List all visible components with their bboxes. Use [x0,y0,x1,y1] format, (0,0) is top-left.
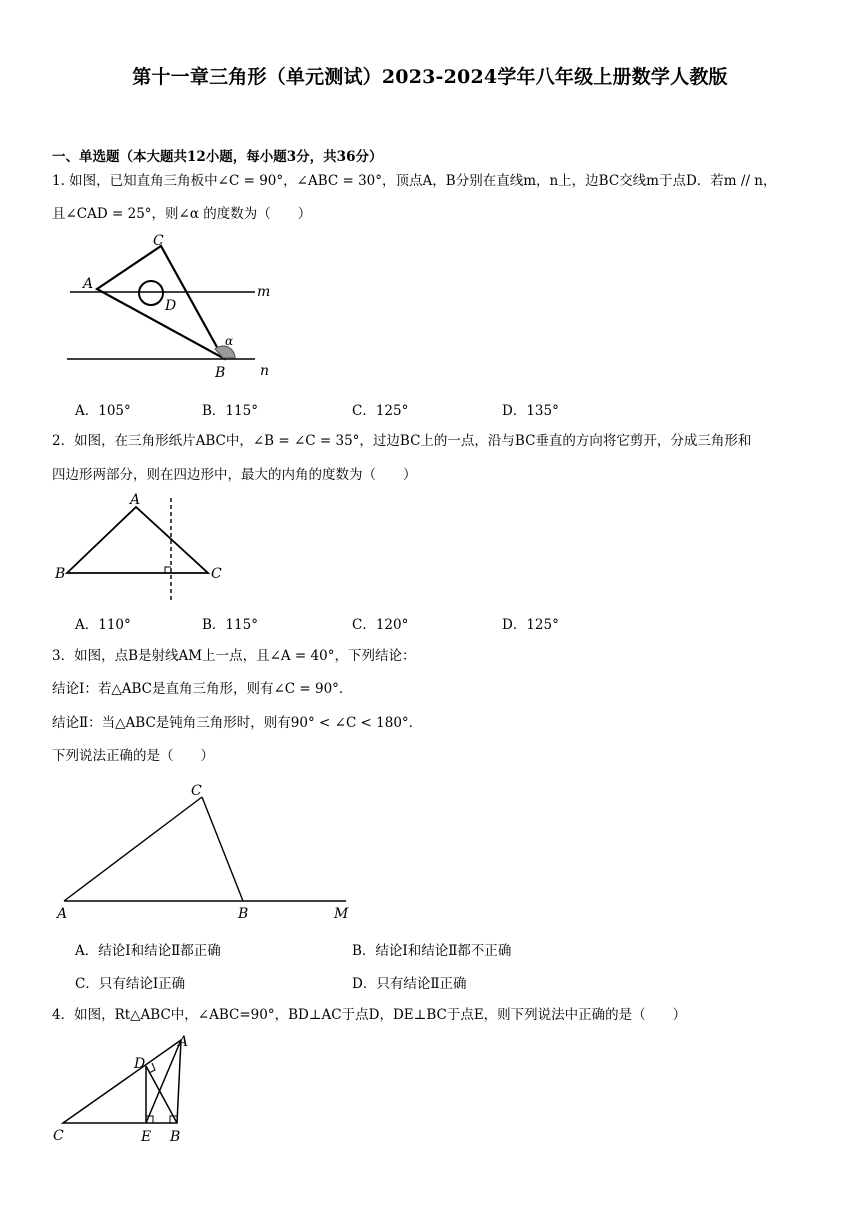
q3-label-m: M [334,906,349,922]
q2-triangle [67,507,208,573]
q1-figure [55,232,285,382]
q3-text-line1: 3．如图，点B是射线AM上一点，且∠A = 40°，下列结论： [52,648,416,664]
q3-option-d[interactable]: D．只有结论Ⅱ正确 [352,976,467,992]
q1-option-a[interactable]: A．105° [75,403,131,419]
q4-label-c: C [53,1128,64,1144]
q2-right-angle-mark [165,567,171,573]
q1-option-d[interactable]: D．135° [502,403,559,419]
q1-text-line2: 且∠CAD = 25°，则∠α 的度数为（ ） [52,206,312,222]
section-heading: 一、单选题（本大题共12小题，每小题3分，共36分） [52,149,383,165]
q3-label-c: C [191,783,202,799]
q3-option-b[interactable]: B．结论Ⅰ和结论Ⅱ都不正确 [352,943,512,959]
q3-option-a[interactable]: A．结论Ⅰ和结论Ⅱ都正确 [75,943,221,959]
q4-text-line1: 4．如图，Rt△ABC中，∠ABC=90°，BD⊥AC于点D，DE⊥BC于点E，则下列说法中正确的是（ ） [52,1007,687,1023]
q4-label-e: E [141,1129,152,1145]
q1-label-a: A [83,276,94,292]
q1-label-alpha: α [225,334,234,348]
q3-label-a: A [57,906,68,922]
q3-side-ac [64,797,202,901]
q2-option-d[interactable]: D．125° [502,617,559,633]
q4-figure [50,1030,210,1150]
q2-text-line1: 2．如图，在三角形纸片ABC中，∠B = ∠C = 35°，过边BC上的一点，沿与BC垂直的方向将它剪开，分成三角形和 [52,433,752,449]
q2-option-b[interactable]: B．115° [202,617,258,633]
q2-option-c[interactable]: C．120° [352,617,409,633]
q1-label-d: D [165,298,177,314]
q1-hole-circle [139,281,163,305]
q4-label-a: A [178,1034,189,1050]
q4-label-b: B [170,1129,181,1145]
q1-label-m: m [257,284,271,300]
q4-right-angle-d [149,1063,155,1073]
q1-label-n: n [260,363,270,379]
q1-label-c: C [153,233,164,249]
q3-text-line4: 下列说法正确的是（ ） [52,748,214,764]
q3-conclusion-1: 结论Ⅰ：若△ABC是直角三角形，则有∠C = 90°． [52,681,353,697]
document-title: 第十一章三角形（单元测试）2023-2024学年八年级上册数学人教版 [132,66,728,88]
q3-option-c[interactable]: C．只有结论Ⅰ正确 [75,976,186,992]
q2-label-a: A [130,492,141,508]
q1-option-c[interactable]: C．125° [352,403,409,419]
q2-text-line2: 四边形两部分，则在四边形中，最大的内角的度数为（ ） [52,467,417,483]
q2-label-c: C [211,566,222,582]
q3-label-b: B [238,906,249,922]
q4-segment-bd [146,1066,177,1123]
q3-side-cb [202,797,243,901]
q4-label-d: D [134,1056,146,1072]
q3-figure [50,780,360,925]
q1-text-line1: 1. 如图，已知直角三角板中∠C = 90°，∠ABC = 30°，顶点A，B分别在直线m，n上，边BC交线m于点D．若m // n， [52,173,777,189]
q2-label-b: B [55,566,66,582]
q3-conclusion-2: 结论Ⅱ：当△ABC是钝角三角形时，则有90° < ∠C < 180°． [52,715,423,731]
q1-label-b: B [215,365,226,381]
q1-option-b[interactable]: B．115° [202,403,258,419]
q2-option-a[interactable]: A．110° [75,617,131,633]
q2-figure [50,490,240,605]
